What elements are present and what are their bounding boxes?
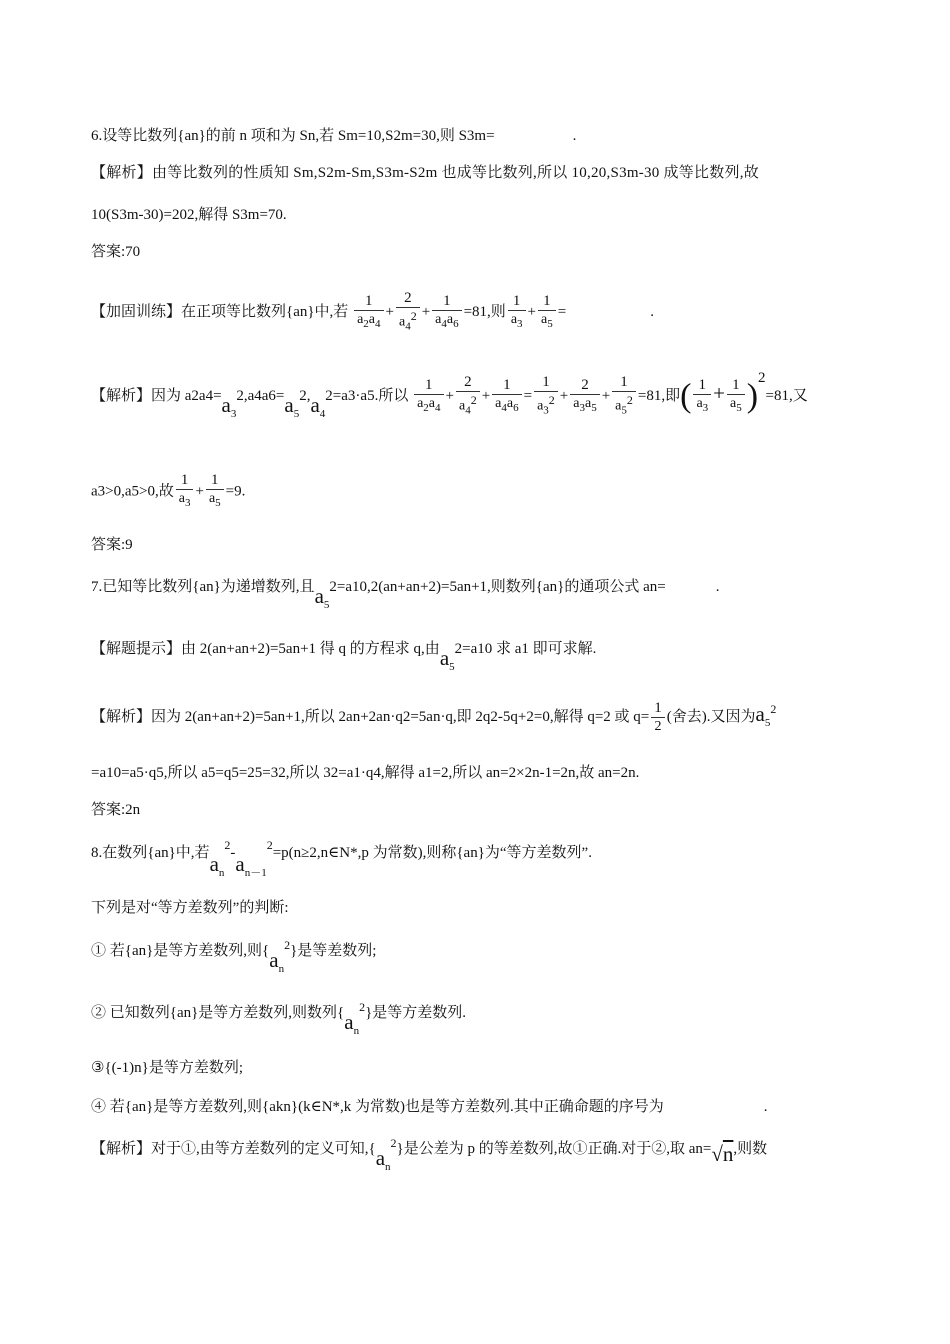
fraction: $\frac{1}{a_3}$	[693, 377, 711, 417]
q7-answer: 答案:2n	[91, 802, 141, 818]
fraction: $\frac{1}{a_3}$	[176, 472, 194, 512]
fraction: $\frac{2}{a_4^2}$	[396, 290, 420, 335]
fraction: $\frac{1}{a_5}$	[538, 293, 556, 333]
fraction: $\frac{1}{a_5^2}$	[612, 374, 636, 419]
fraction: $\frac{1}{a_2a_4}$	[354, 293, 383, 333]
fraction: $\frac{1}{2}$	[651, 700, 665, 735]
q8-item2: ② 已知数列{an}是等方差数列,则数列$\{a_n^2\}$是等方差数列.	[91, 1000, 467, 1038]
fraction: $\frac{1}{a_3^2}$	[534, 374, 558, 419]
reinforce-question: 【加固训练】在正项等比数列{an}中,若 $\frac{1}{a_2a_4}$ + $\frac{2}{a_4^2}$ + $\frac{1}{a_4a_6}$ =81,则 $\frac{1}{a_3}$ + $\frac{1}{a_5}$ = .	[91, 290, 654, 335]
fraction: $\frac{1}{a_5}$	[206, 472, 224, 512]
q7-analysis-line1: 【解析】因为 2(an+an+2)=5an+1,所以 2an+2an·q2=5an·q,即 2q2-5q+2=0,解得 q=2 或 q= $\frac{1}{2}$ (舍去).又因为$a_5^2$	[91, 700, 777, 734]
q8-analysis: 【解析】对于①,由等方差数列的定义可知$,\{a_n^2\}$是公差为 p 的等差数列,故①正确.对于②,取 an=√n,则数	[91, 1136, 768, 1174]
q7-hint: 【解题提示】由 2(an+an+2)=5an+1 得 q 的方程求 q,由$a_52=a10$ 求 a1 即可求解.	[91, 641, 597, 674]
q8-item3: ③{(-1)n}是等方差数列;	[91, 1060, 244, 1076]
fraction: $\frac{1}{a_4a_6}$	[432, 293, 461, 333]
q8-intro: 下列是对“等方差数列”的判断:	[91, 900, 289, 916]
q6-question: 6.设等比数列{an}的前 n 项和为 Sn,若 Sm=10,S2m=30,则 S3m= .	[91, 128, 577, 144]
q8-item1: ① 若{an}是等方差数列,则$\{a_n^2\}$是等差数列;	[91, 938, 377, 976]
fraction: $\frac{1}{a_3}$	[508, 293, 526, 333]
fraction: $\frac{1}{a_2a_4}$	[414, 377, 443, 417]
q8-item4: ④ 若{an}是等方差数列,则{akn}(k∈N*,k 为常数)也是等方差数列.其中正确命题的序号为 .	[91, 1099, 768, 1115]
reinforce-answer: 答案:9	[91, 537, 133, 553]
sqrt-n: √n	[711, 1142, 734, 1166]
q8-question: 8.在数列{an}中,若$a_n^2-a_{n-1}^2=p(n\ge 2,n\in N*,p$ 为常数),则称{an}为“等方差数列”.	[91, 838, 592, 880]
fraction: $\frac{1}{a_4a_6}$	[492, 377, 521, 417]
q7-question: 7.已知等比数列{an}为递增数列,且$a_52=a10,2(an+an+2)=5an+1$,则数列{an}的通项公式 an= .	[91, 579, 720, 612]
fraction: $\frac{1}{a_5}$	[727, 377, 745, 417]
q6-answer: 答案:70	[91, 244, 141, 260]
fraction: $\frac{2}{a_4^2}$	[456, 374, 480, 419]
q6-analysis-line2: 10(S3m-30)=202,解得 S3m=70.	[91, 207, 287, 223]
reinforce-conclusion: a3>0,a5>0,故 $\frac{1}{a_3}$ + $\frac{1}{a_5}$ =9.	[91, 472, 245, 512]
reinforce-analysis: 【解析】因为 $a2a4=a_32,a4a6=a_52,a_42=a3\cdot a5$.所以 $\frac{1}{a_2a_4}$ + $\frac{2}{a_4^2}$ + $\frac{1}{a_4a_6}$ = $\frac{1}{a_3^2}$ + $\frac{2}{a_3a_5}$ + $\frac{1}{a_5^2}$ =81,即( $\frac{1}{a_3}$ + $\frac{1}{a_5}$ )$^2$=81,又	[91, 370, 808, 421]
q7-analysis-line2: =a10=a5·q5,所以 a5=q5=25=32,所以 32=a1·q4,解得 a1=2,所以 an=2×2n-1=2n,故 an=2n.	[91, 765, 640, 781]
fraction: $\frac{2}{a_3a_5}$	[570, 377, 599, 417]
q6-analysis-line1: 【解析】由等比数列的性质知 Sm,S2m-Sm,S3m-S2m 也成等比数列,所以 10,20,S3m-30 成等比数列,故	[91, 165, 760, 181]
